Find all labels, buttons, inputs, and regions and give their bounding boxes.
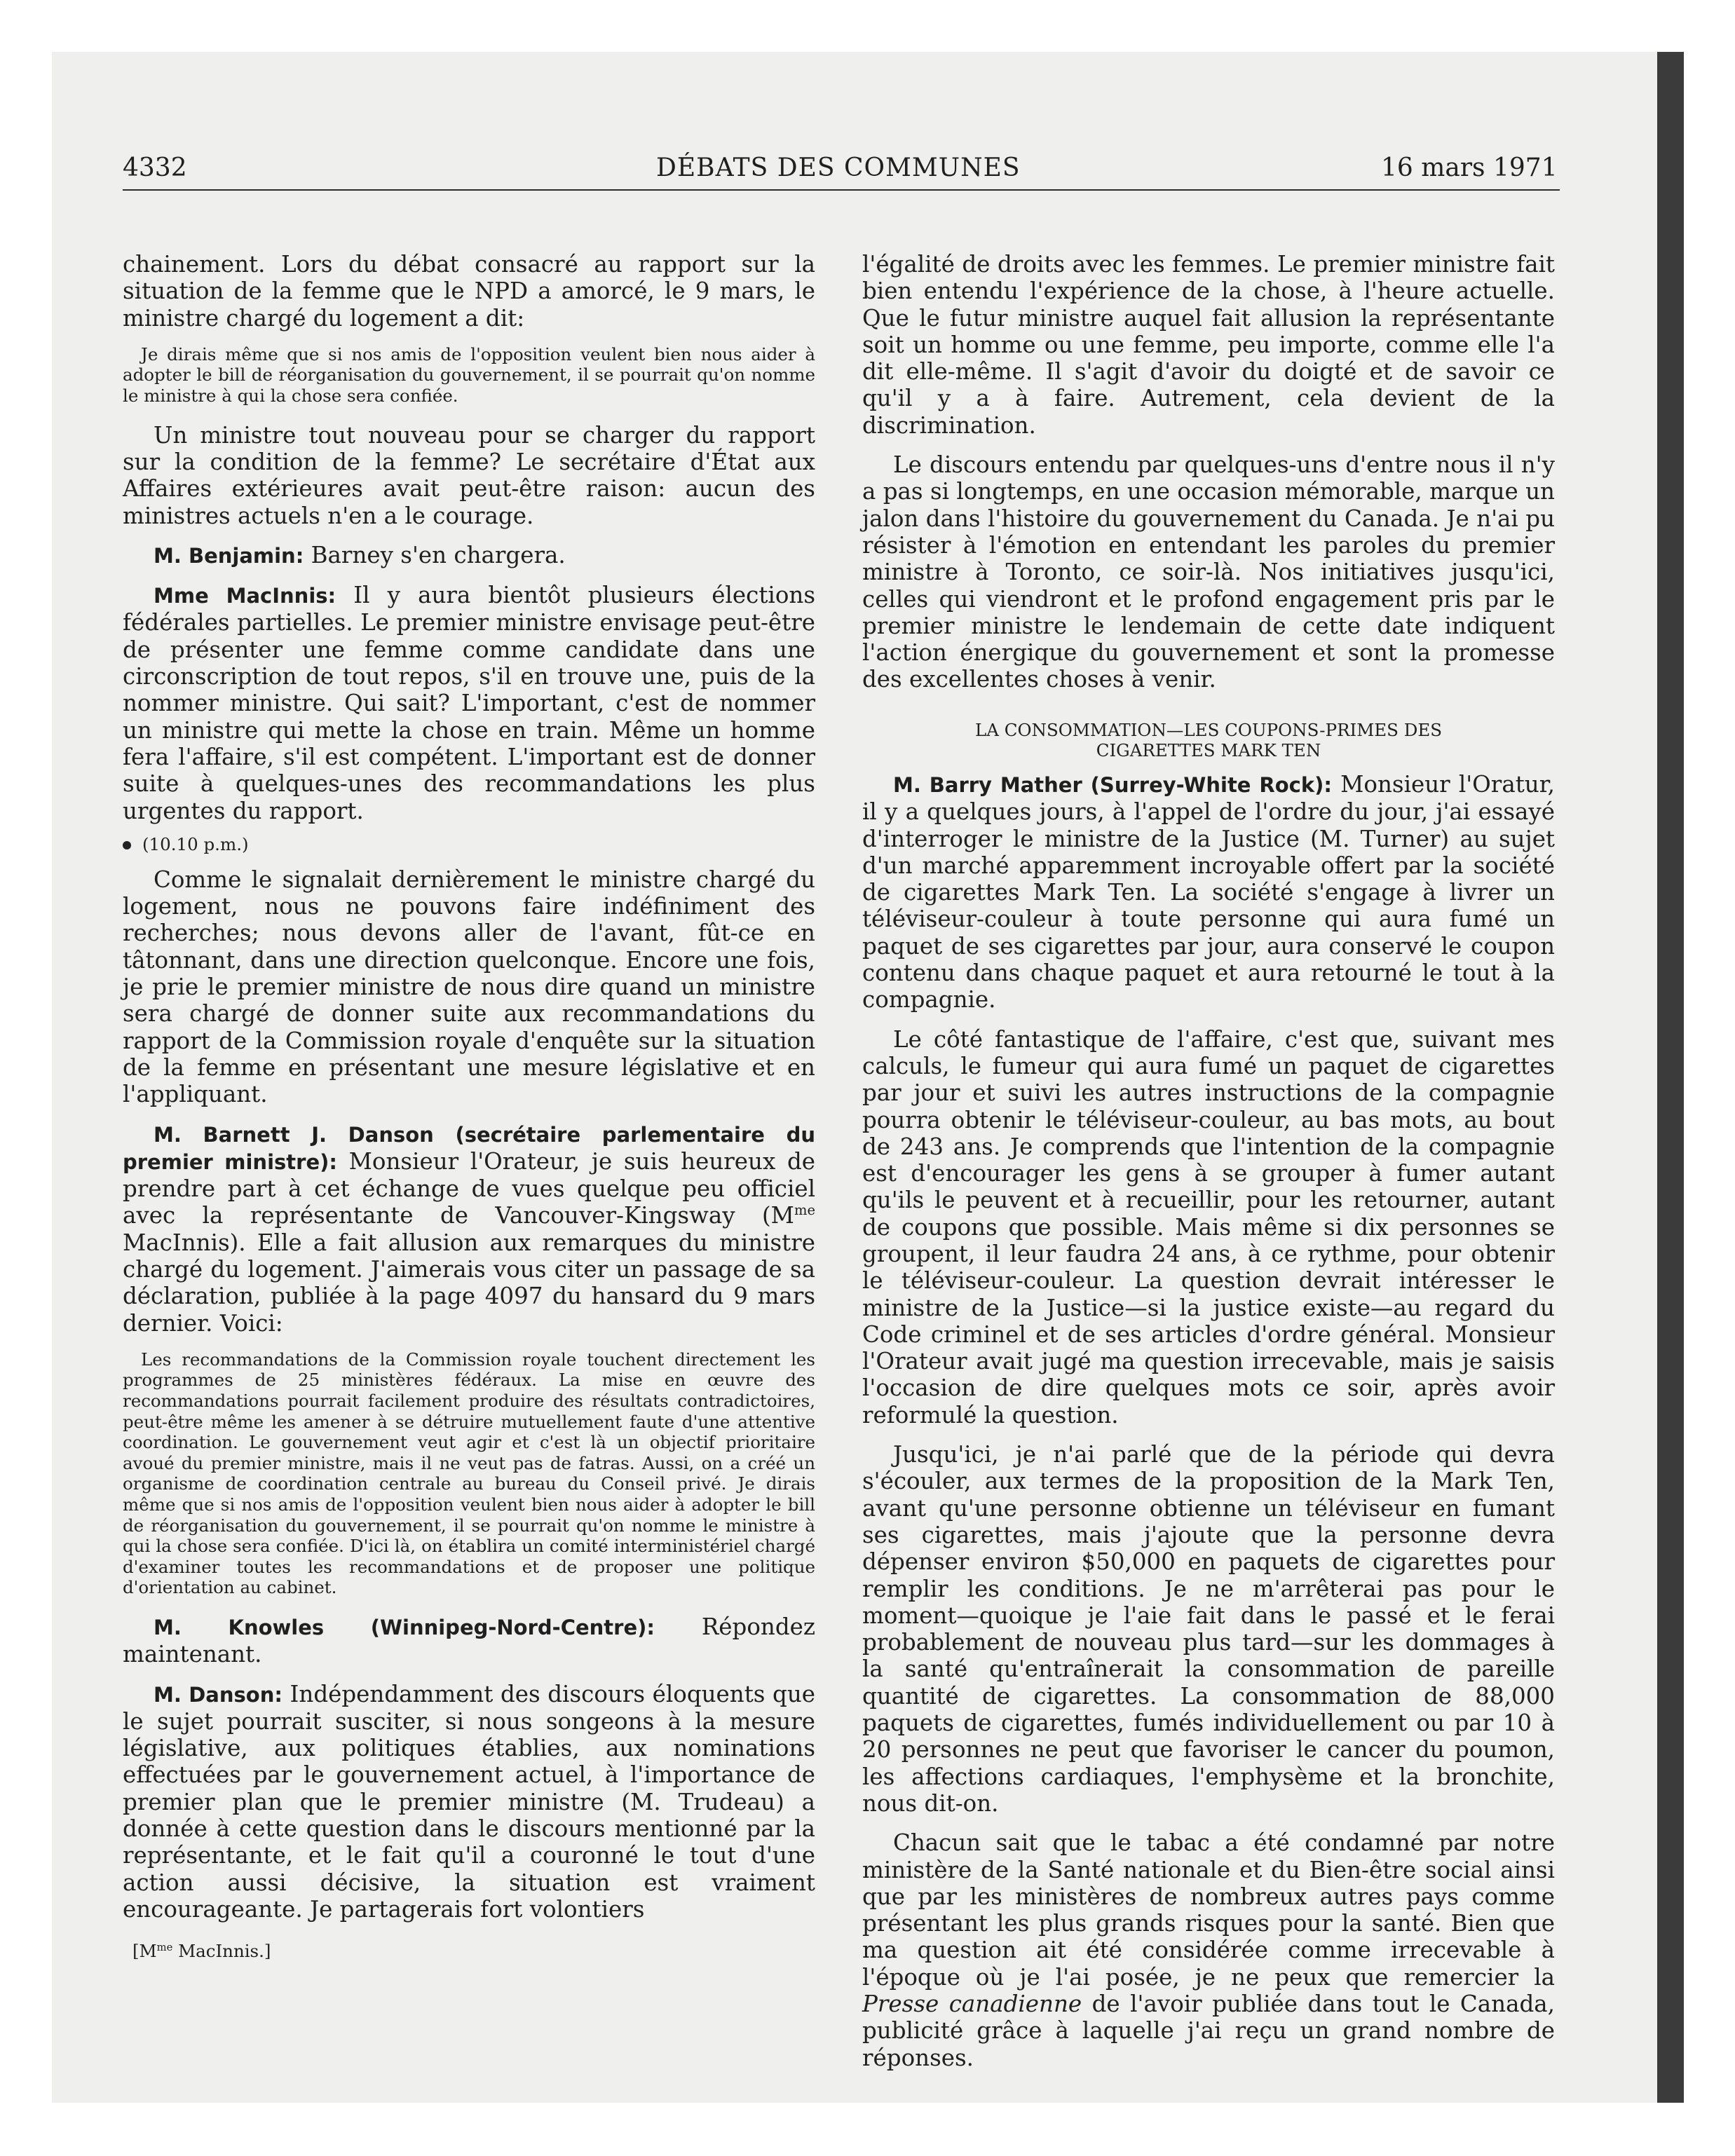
left-column	[123, 251, 815, 1962]
paragraph: Jusqu'ici, je n'ai parlé que de la période qui devra s'écouler, aux termes de la proposition de la Mark Ten, avant qu'une personne obtienne un téléviseur en fumant ses cigarettes, mais j'ajoute que la personne devra dépenser environ $50,000 en paquets de cigarettes pour remplir les conditions. Je ne m'arrêterai pas pour le moment—quoique je l'aie fait dans le passé et le ferai probablement de nouveau plus tard—sur les dommages à la santé qu'entraînerait la consommation de pareille quantité de cigarettes. La consommation de 88,000 paquets de cigarettes, fumés individuellement ou par 10 à 20 personnes ne peut que favoriser le cancer du poumon, les affections cardiaques, l'emphysème et la bronchite, nous dit-on.	[862, 1441, 1555, 1817]
paragraph: Comme le signalait dernièrement le ministre chargé du logement, nous ne pouvons faire indéfiniment des recherches; nous devons aller de l'avant, fût-ce en tâtonnant, dans une direction quelconque. Encore une fois, je prie le premier ministre de nous dire quand un ministre sera chargé de donner suite aux recommandations du rapport de la Commission royale d'enquête sur la situation de la femme en présentant une mesure législative et en l'appliquant.	[123, 866, 815, 1108]
speech	[123, 542, 815, 569]
right-column	[862, 251, 1555, 2084]
speech-text: Indépendamment des discours éloquents que le sujet pourrait susciter, si nous songeons à la mesure législative, aux politiques établies, aux nominations effectuées par le gouvernement actuel, à l'importance de premier plan que le premier ministre (M. Trudeau) a donnée à cette question dans le discours mentionné par la représentante, et le fait qu'il a couronné le tout d'une action aussi décisive, la situation est vraiment encourageante. Je partagerais fort volontiers	[123, 1680, 816, 1923]
speaker-name: M. Barnett J. Danson (secrétaire parlementaire du premier ministre):	[123, 1122, 815, 1174]
time-text: (10.10 p.m.)	[142, 833, 249, 854]
header-rule	[123, 189, 1560, 191]
speaker-name: Mme MacInnis:	[154, 584, 336, 608]
speaker-name: M. Danson:	[154, 1682, 283, 1707]
section-heading-line: LA CONSOMMATION—LES COUPONS-PRIMES DES	[974, 719, 1443, 740]
speech	[123, 1681, 815, 1923]
speaker-footnote: [$M^{me}$ MacInnis.]	[132, 1941, 271, 1962]
quotation: Je dirais même que si nos amis de l'opposition veulent bien nous aider à adopter le bill de réorganisation du gouvernement, il se pourrait qu'on nomme le ministre à qui la chose sera confiée.	[123, 343, 815, 407]
speech-text: Barney s'en chargera.	[311, 541, 566, 568]
speech	[123, 582, 815, 824]
time-marker	[123, 834, 815, 855]
paragraph: Le discours entendu par quelques-uns d'entre nous il n'y a pas si longtemps, en une occasion mémorable, marque un jalon dans l'histoire du gouvernement du Canada. Je n'ai pu résister à l'émotion en entendant les paroles du premier ministre à Toronto, ce soir-là. Nos initiatives jusqu'ici, celles qui viendront et le profond engagement pris par le premier ministre le lendemain de cette date indiquent l'action énergique du gouvernement et sont la promesse des excellentes choses à venir.	[862, 451, 1555, 693]
paragraph: Chacun sait que le tabac a été condamné par notre ministère de la Santé nationale et du Bien-être social ainsi que par les ministères de nombreux autres pays comme présentant les plus grands risques pour la santé. Bien que ma question ait été considérée comme irrecevable à l'époque où je l'ai posée, je ne peux que remercier la Presse canadienne de l'avoir publiée dans tout le Canada, publicité grâce à laquelle j'ai reçu un grand nombre de réponses.	[862, 1829, 1555, 2071]
page-date: 16 mars 1971	[1381, 153, 1558, 182]
scan-edge	[1657, 52, 1684, 2103]
speech-text: Monsieur l'Orateur, je suis heureux de prendre part à cet échange de vues quelque peu officiel avec la représentante de Vancouver-Kingsway (M	[123, 1147, 815, 1229]
italic-text: Presse canadienne	[862, 1991, 1082, 2017]
speech-text: Répondez maintenant.	[123, 1613, 815, 1668]
speech	[123, 1613, 815, 1668]
page-number: 4332	[123, 153, 187, 182]
section-heading	[862, 720, 1555, 761]
speaker-name: M. Benjamin:	[154, 543, 304, 568]
speech	[862, 771, 1555, 1014]
paragraph: Un ministre tout nouveau pour se charger du rapport sur la condition de la femme? Le secrétaire d'État aux Affaires extérieures avait peut-être raison: aucun des ministres actuels n'en a le courage.	[123, 421, 815, 529]
quotation: Les recommandations de la Commission royale touchent directement les programmes de 25 ministères fédéraux. La mise en œuvre des recommandations pourrait facilement produire des résultats contradictoires, peut-être même les amener à se détruire mutuellement faute d'une attentive coordination. Le gouvernement veut agir et c'est là un objectif prioritaire avoué du premier ministre, mais il ne veut pas de fatras. Aussi, on a créé un organisme de coordination centrale au bureau du Conseil privé. Je dirais même que si nos amis de l'opposition veulent bien nous aider à adopter le bill de réorganisation du gouvernement, il se pourrait qu'on nomme le ministre à qui la chose sera confiée. D'ici là, on établira un comité interministériel chargé d'examiner toutes les recommandations et de proposer une politique d'orientation au cabinet.	[123, 1349, 815, 1598]
paragraph: Le côté fantastique de l'affaire, c'est que, suivant mes calculs, le fumeur qui aura fumé un paquet de cigarettes par jour et suivi les autres instructions de la compagnie pourra obtenir le téléviseur-couleur, au bas mots, au bout de 243 ans. Je comprends que l'intention de la compagnie est d'encourager les gens à se grouper à fumer autant qu'ils le peuvent et à recueillir, pour les retourner, autant de coupons que possible. Mais même si dix personnes se groupent, il leur faudra 24 ans, à ce rythme, pour obtenir le téléviseur-couleur. La question devrait intéresser le ministre de la Justice—si la justice existe—au regard du Code criminel et de ses articles d'ordre général. Monsieur l'Orateur avait jugé ma question irrecevable, mais je saisis l'occasion de dire quelques mots ce soir, après avoir reformulé la question.	[862, 1025, 1555, 1428]
speaker-name: M. Barry Mather (Surrey-White Rock):	[893, 772, 1332, 797]
paragraph: chainement. Lors du débat consacré au rapport sur la situation de la femme que le NPD a amorcé, le 9 mars, le ministre chargé du logement a dit:	[123, 251, 815, 332]
speech-text: MacInnis). Elle a fait allusion aux remarques du ministre chargé du logement. J'aimerais vous citer un passage de sa déclaration, publiée à la page 4097 du hansard du 9 mars dernier. Voici:	[123, 1229, 815, 1337]
section-heading-line: CIGARETTES MARK TEN	[1096, 740, 1321, 761]
running-title: DÉBATS DES COMMUNES	[656, 153, 1021, 182]
speaker-name: M. Knowles (Winnipeg-Nord-Centre):	[154, 1616, 655, 1639]
speech-text: Il y aura bientôt plusieurs élections fédérales partielles. Le premier ministre envisage peut-être de présenter une femme comme candidate dans une circonscription de tout repos, s'il en trouve une, puis de la nommer ministre. Qui sait? L'important, c'est de nommer un ministre qui mette la chose en train. Même un homme fera l'affaire, s'il est compétent. L'important est de donner suite à quelques-unes des recommandations les plus urgentes du rapport.	[123, 582, 815, 824]
superscript: me	[794, 1202, 815, 1219]
bullet-icon	[123, 841, 131, 850]
paragraph: l'égalité de droits avec les femmes. Le premier ministre fait bien entendu l'expérience de la chose, à l'heure actuelle. Que le futur ministre auquel fait allusion la représentante soit un homme ou une femme, peu importe, comme elle l'a dit elle-même. Il s'agit d'avoir du doigté et de savoir ce qu'il y a à faire. Autrement, cela devient de la discrimination.	[862, 251, 1555, 439]
speech-text: Monsieur l'Oratur, il y a quelques jours, à l'appel de l'ordre du jour, j'ai essayé d'interroger le ministre de la Justice (M. Turner) au sujet d'un marché apparemment incroyable offert par la société de cigarettes Mark Ten. La société s'engage à livrer un téléviseur-couleur à toute personne qui aura fumé un paquet de ses cigarettes par jour, aura conservé le coupon contenu dans chaque paquet et aura retourné le tout à la compagnie.	[862, 770, 1555, 1014]
speech	[123, 1121, 815, 1337]
